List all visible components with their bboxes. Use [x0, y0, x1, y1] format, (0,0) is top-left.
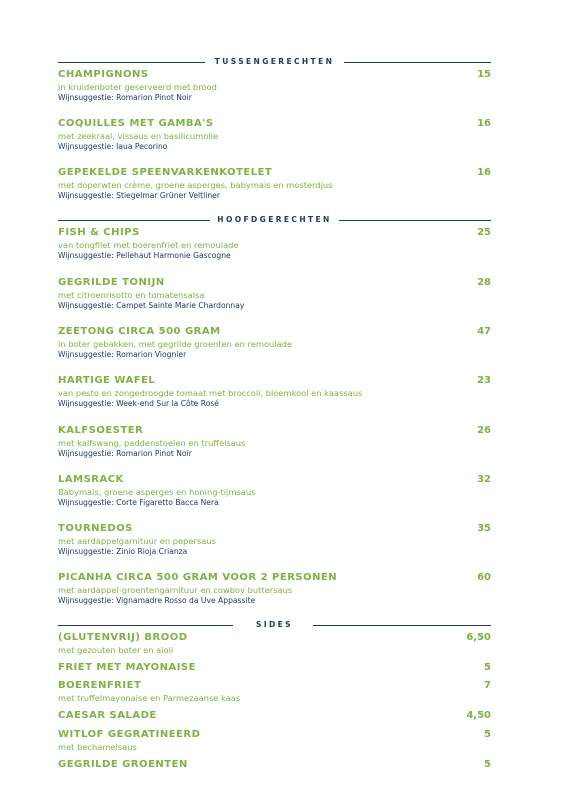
divider-right [344, 62, 491, 63]
item-price: 28 [477, 277, 491, 288]
item-name: LAMSRACK [58, 474, 124, 485]
item-price: 4,50 [466, 710, 491, 721]
item-name: GEGRILDE GROENTEN [58, 759, 188, 770]
item-description: met truffelmayonaise en Parmezaanse kaas [58, 693, 241, 703]
divider-right [339, 220, 491, 221]
item-description: van tongfilet met boerenfriet en remoulade [58, 240, 239, 250]
item-wine-suggestion: Wijnsuggestie: Zinio Rioja Crianza [58, 547, 188, 556]
item-description: met aardappelgarnituur en pepersaus [58, 536, 216, 546]
item-description: met aardappel-groentengarnituur en cowboy buttersaus [58, 585, 293, 595]
item-name: CHAMPIGNONS [58, 69, 149, 80]
item-description: met bechamelsaus [58, 742, 137, 752]
item-price: 16 [477, 167, 491, 178]
item-description: met doperwten crème, groene asperges, babymais en mosterdjus [58, 180, 333, 190]
item-wine-suggestion: Wijnsuggestie: Romarion Viognier [58, 350, 187, 359]
item-description: in boter gebakken, met gegrilde groenten en remoulade [58, 339, 293, 349]
item-description: met kalfswang, paddenstoelen en truffelsaus [58, 438, 246, 448]
item-name: FISH & CHIPS [58, 227, 140, 238]
item-description: Babymais, groene asperges en honing-tijmsaus [58, 487, 256, 497]
section-title: TUSSENGERECHTEN [214, 57, 335, 66]
item-price: 7 [484, 680, 491, 691]
section-title: HOOFDGERECHTEN [217, 215, 332, 224]
item-price: 47 [477, 326, 491, 337]
divider-right [313, 625, 491, 626]
item-price: 32 [477, 474, 491, 485]
item-wine-suggestion: Wijnsuggestie: Week-end Sur la Côte Rosé [58, 399, 219, 408]
item-description: met gezouten boter en aioli [58, 645, 174, 655]
item-wine-suggestion: Wijnsuggestie: Vignamadre Rosso da Uve Appassite [58, 596, 256, 605]
item-wine-suggestion: Wijnsuggestie: Iaua Pecorino [58, 142, 168, 151]
item-price: 15 [477, 69, 491, 80]
item-name: TOURNEDOS [58, 523, 133, 534]
item-name: HARTIGE WAFEL [58, 375, 156, 386]
item-name: BOERENFRIET [58, 680, 142, 691]
item-price: 35 [477, 523, 491, 534]
item-wine-suggestion: Wijnsuggestie: Campet Sainte Marie Chardonnay [58, 301, 245, 310]
item-name: KALFSOESTER [58, 425, 144, 436]
item-wine-suggestion: Wijnsuggestie: Stiegelmar Grüner Veltliner [58, 191, 220, 200]
item-price: 5 [484, 759, 491, 770]
item-description: met zeekraal, vissaus en basilicumolie [58, 131, 219, 141]
item-name: (GLUTENVRIJ) BROOD [58, 632, 188, 643]
section-header-tussengerechten [58, 57, 491, 67]
item-price: 25 [477, 227, 491, 238]
item-name: COQUILLES MET GAMBA'S [58, 118, 214, 129]
item-price: 16 [477, 118, 491, 129]
section-title: SIDES [256, 620, 293, 629]
item-description: in kruidenboter geserveerd met brood [58, 82, 217, 92]
item-name: GEGRILDE TONIJN [58, 277, 165, 288]
item-name: WITLOF GEGRATINEERD [58, 729, 201, 740]
item-name: CAESAR SALADE [58, 710, 157, 721]
item-name: ZEETONG CIRCA 500 GRAM [58, 326, 221, 337]
section-header-sides [58, 620, 491, 630]
item-price: 23 [477, 375, 491, 386]
item-description: met citroenrisotto en tomatensalsa [58, 290, 205, 300]
item-name: FRIET MET MAYONAISE [58, 662, 196, 673]
section-header-hoofdgerechten [58, 215, 491, 225]
item-price: 26 [477, 425, 491, 436]
item-price: 5 [484, 662, 491, 673]
item-price: 6,50 [466, 632, 491, 643]
item-name: GEPEKELDE SPEENVARKENKOTELET [58, 167, 273, 178]
item-price: 5 [484, 729, 491, 740]
item-price: 60 [477, 572, 491, 583]
item-name: PICANHA CIRCA 500 GRAM VOOR 2 PERSONEN [58, 572, 338, 583]
item-wine-suggestion: Wijnsuggestie: Pellehaut Harmonie Gascogne [58, 251, 231, 260]
item-wine-suggestion: Wijnsuggestie: Romarion Pinot Noir [58, 449, 192, 458]
item-description: van pesto en zongedroogde tomaat met broccoli, bloemkool en kaassaus [58, 388, 363, 398]
item-wine-suggestion: Wijnsuggestie: Romarion Pinot Noir [58, 93, 192, 102]
item-wine-suggestion: Wijnsuggestie: Corte Figaretto Bacca Nera [58, 498, 219, 507]
